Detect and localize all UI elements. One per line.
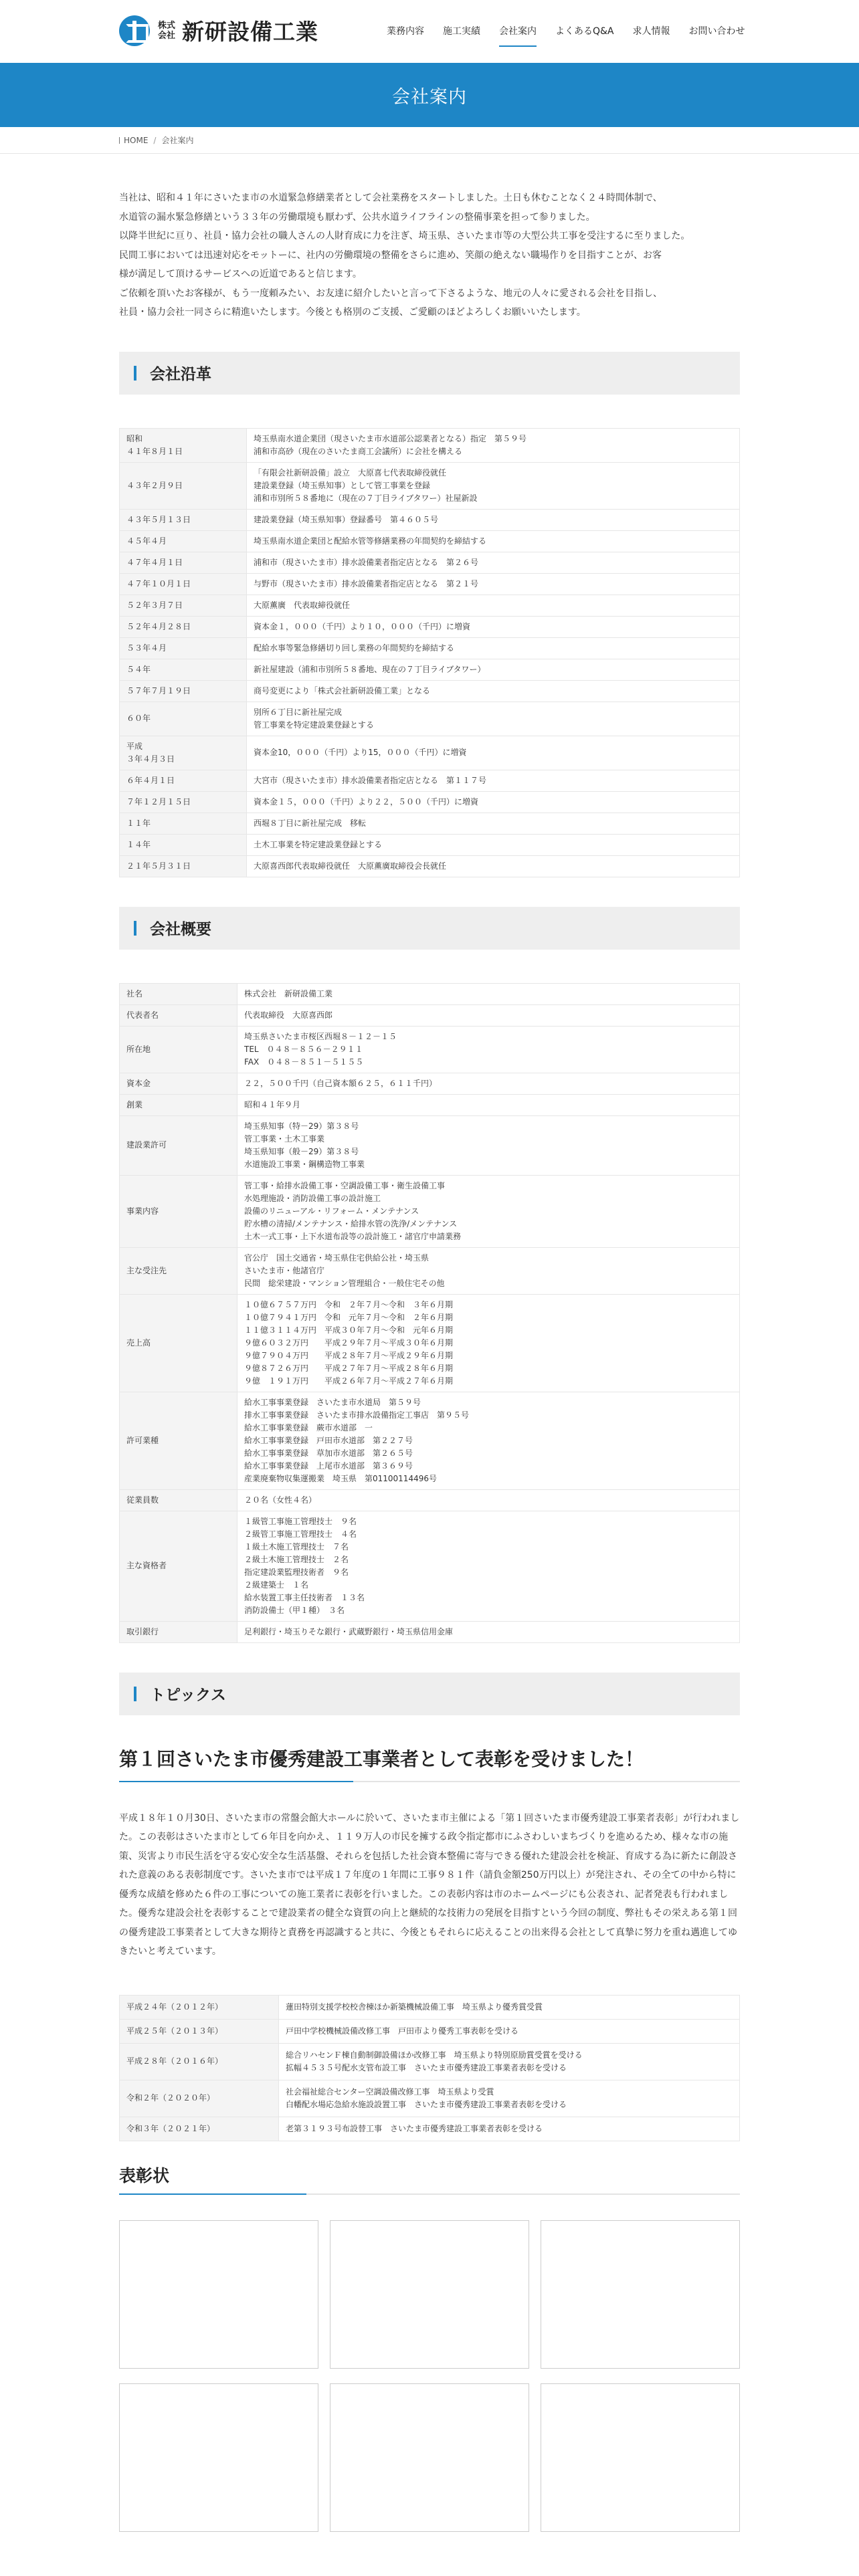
intro-line: 様が満足して頂けるサービスへの近道であると信じます。 [119, 269, 362, 280]
intro-text [119, 189, 740, 322]
award-row [120, 2117, 740, 2141]
history-row [120, 552, 740, 573]
profile-row-label: 社名 [120, 983, 237, 1004]
history-row-value: 資本金１５，０００（千円）より２２，５００（千円）に増資 [247, 791, 740, 813]
profile-row-value: 株式会社 新研設備工業 [237, 983, 740, 1004]
heading-accent [134, 1687, 136, 1701]
history-row-label: 平成 ３年４月３日 [120, 736, 247, 770]
profile-row [120, 1026, 740, 1073]
history-row-label: 昭和 ４１年８月１日 [120, 428, 247, 462]
history-row-value: 与野市（現さいたま市）排水設備業者指定店となる 第２１号 [247, 573, 740, 595]
award-row-value: 戸田中学校機械設備改修工事 戸田市より優秀工事表彰を受ける [279, 2019, 740, 2043]
intro-line: 民間工事においては迅速対応をモットーに、社内の労働環境の整備をさらに進め、笑顔の絶えない職場作りを目指すことが、お客 [119, 249, 662, 261]
nav-services[interactable]: 業務内容 [387, 26, 424, 37]
history-row [120, 428, 740, 462]
history-row-label: ５２年３月７日 [120, 595, 247, 616]
history-row-value: 浦和市（現さいたま市）排水設備業者指定店となる 第２６号 [247, 552, 740, 573]
history-row [120, 637, 740, 659]
profile-row-value: ２０名（女性４名） [237, 1489, 740, 1511]
history-row-label: ２１年５月３１日 [120, 855, 247, 877]
award-row [120, 2043, 740, 2080]
history-row [120, 616, 740, 637]
profile-heading: 会社概要 [150, 921, 211, 938]
history-row [120, 770, 740, 791]
history-row-value: 埼玉県南水道企業団と配給水管等修繕業務の年間契約を締結する [247, 530, 740, 552]
profile-row-value: 昭和４１年９月 [237, 1094, 740, 1115]
breadcrumb-current: 会社案内 [161, 136, 194, 145]
profile-row-value: 足利銀行・埼玉りそな銀行・武蔵野銀行・埼玉県信用金庫 [237, 1621, 740, 1642]
profile-row-value: 管工事・給排水設備工事・空調設備工事・衛生設備工事 水処理施設・消防設備工事の設計施工 設備のリニューアル・リフォーム・メンテナンス 貯水槽の清掃/メンテナンス・給排水管の洗浄/メンテナンス 土木一式工事・上下水道布設等の設計施工・諸官庁申請業務 [237, 1175, 740, 1247]
profile-row [120, 1073, 740, 1094]
profile-row [120, 1094, 740, 1115]
profile-row-label: 従業員数 [120, 1489, 237, 1511]
award-row-label: 令和３年（２０２１年） [120, 2117, 279, 2141]
logo-mark-icon [119, 15, 150, 46]
history-row-value: 土木工事業を特定建設業登録とする [247, 834, 740, 855]
certificate-image[interactable] [119, 2383, 318, 2532]
history-heading-bar [119, 352, 740, 395]
award-row [120, 2019, 740, 2043]
profile-row-label: 資本金 [120, 1073, 237, 1094]
profile-row [120, 1115, 740, 1175]
logo-company-type: 株式 会社 [158, 20, 176, 41]
history-heading: 会社沿革 [150, 366, 211, 383]
nav-recruit[interactable]: 求人情報 [632, 26, 670, 37]
profile-table [119, 983, 740, 1643]
profile-row-value: ２２，５００千円（自己資本額６２５，６１１千円） [237, 1073, 740, 1094]
nav-works[interactable]: 施工実績 [443, 26, 480, 37]
certificate-image[interactable] [541, 2220, 740, 2369]
history-row [120, 659, 740, 680]
certificate-image[interactable] [330, 2383, 529, 2532]
award-row-value: 老第３１９３号布設替工事 さいたま市優秀建設工事業者表彰を受ける [279, 2117, 740, 2141]
profile-row [120, 1175, 740, 1247]
award-row-label: 令和２年（２０２０年） [120, 2080, 279, 2117]
topics-heading-bar [119, 1673, 740, 1715]
global-nav [387, 24, 764, 47]
history-row-label: １４年 [120, 834, 247, 855]
profile-row [120, 1392, 740, 1489]
logo-company-name: 新研設備工業 [182, 19, 319, 45]
history-row [120, 791, 740, 813]
profile-row-label: 主な資格者 [120, 1511, 237, 1621]
nav-contact[interactable]: お問い合わせ [688, 26, 745, 37]
history-table [119, 428, 740, 877]
history-row [120, 736, 740, 770]
profile-row [120, 1294, 740, 1392]
profile-row [120, 1247, 740, 1294]
award-row-value: 蓮田特別支援学校校舎棟ほか新築機械設備工事 埼玉県より優秀賞受賞 [279, 1995, 740, 2019]
heading-accent [134, 921, 136, 936]
profile-row-value: 埼玉県さいたま市桜区西堀８－１２－１５ TEL ０４８－８５６－２９１１ FAX ０４８－８５１－５１５５ [237, 1026, 740, 1073]
award-row-value: 総合リハセンＦ棟自動制御設備ほか改修工事 埼玉県より特別原励賞受賞を受ける 拡幅４５３５号配水支管布設工事 さいたま市優秀建設工事業者表彰を受ける [279, 2043, 740, 2080]
history-row [120, 834, 740, 855]
profile-row-label: 主な受注先 [120, 1247, 237, 1294]
award-row-label: 平成２４年（２０１２年） [120, 1995, 279, 2019]
history-row-label: ５２年４月２８日 [120, 616, 247, 637]
intro-line: ご依頼を頂いたお客様が、もう一度頼みたい、お友達に紹介したいと言って下さるような、地元の人々に愛される会社を目指し、 [119, 288, 662, 299]
profile-row-label: 代表者名 [120, 1004, 237, 1026]
profile-row-label: 取引銀行 [120, 1621, 237, 1642]
intro-line: 社員・協力会社一同さらに精進いたします。今後とも格別のご支援、ご愛顧のほどよろしくお願いいたします。 [119, 307, 586, 318]
site-header [0, 0, 859, 63]
history-row-value: 商号変更により「株式会社新研設備工業」となる [247, 680, 740, 702]
history-row-value: 「有限会社新研設備」設立 大原喜七代表取締役就任 建設業登録（埼玉県知事）として管工事業を登録 浦和市別所５８番地に（現在の７丁目ライブタワー）社屋新設 [247, 462, 740, 509]
profile-row-value: １０億６７５７万円 令和 ２年７月〜令和 ３年６月期 １０億７９４１万円 令和 元年７月〜令和 ２年６月期 １１億３１１４万円 平成３０年７月〜令和 元年６月期 ９億６０３２万円 平成２９年７月〜平成３０年６月期 ９億７９０４万円 平成２８年７月〜平成２９年６月期 ９億８７２６万円 平成２７年７月〜平成２８年６月期 ９億 １９１万円 平成２６年７月〜平成２７年６月期 [237, 1294, 740, 1392]
nav-company[interactable]: 会社案内 [499, 24, 537, 47]
award-row [120, 2080, 740, 2117]
history-row-value: 建設業登録（埼玉県知事）登録番号 第４６０５号 [247, 509, 740, 530]
history-row-value: 大宮市（現さいたま市）排水設備業者指定店となる 第１１７号 [247, 770, 740, 791]
profile-row [120, 983, 740, 1004]
heading-accent [134, 366, 136, 381]
profile-row-value: １級管工事施工管理技士 ９名 ２級管工事施工管理技士 ４名 １級土木施工管理技士 ７名 ２級土木施工管理技士 ２名 指定建設業監理技術者 ９名 ２級建築士 １名 給水装置工事主任技術者 １３名 消防設備士（甲１種） ３名 [237, 1511, 740, 1621]
profile-row-value: 官公庁 国土交通省・埼玉県住宅供給公社・埼玉県 さいたま市・他諸官庁 民間 総栄建設・マンション管理組合・一般住宅その他 [237, 1247, 740, 1294]
profile-row [120, 1621, 740, 1642]
topics-heading: トピックス [150, 1687, 226, 1704]
intro-line: 当社は、昭和４１年にさいたま市の水道緊急修繕業者として会社業務をスタートしました。土日も休むことなく２４時間体制で、 [119, 193, 662, 203]
award-row-label: 平成２８年（２０１６年） [120, 2043, 279, 2080]
certificate-image[interactable] [541, 2383, 740, 2532]
history-row-label: １１年 [120, 813, 247, 834]
page-title: 会社案内 [392, 86, 467, 108]
history-row-label: ７年１２月１５日 [120, 791, 247, 813]
history-row [120, 595, 740, 616]
profile-row-value: 給水工事事業登録 さいたま市水道局 第５９号 排水工事事業登録 さいたま市排水設備指定工事店 第９５号 給水工事事業登録 蕨市水道部 一 給水工事事業登録 戸田市水道部 第２２７号 給水工事事業登録 草加市水道部 第２６５号 給水工事事業登録 上尾市水道部 第３６９号 産業廃棄物収集運搬業 埼玉県 第01100114496号 [237, 1392, 740, 1489]
history-row-label: ６０年 [120, 702, 247, 736]
history-row-value: 大原薫廣 代表取締役就任 [247, 595, 740, 616]
history-row [120, 509, 740, 530]
history-row-label: ４７年４月１日 [120, 552, 247, 573]
site-logo[interactable] [119, 15, 318, 46]
certificates-heading: 表彰状 [119, 2163, 740, 2195]
intro-line: 水道管の漏水緊急修繕という３３年の労働環境も厭わず、公共水道ライフラインの整備事業を担って参りました。 [119, 211, 595, 223]
breadcrumb-home[interactable]: HOME [124, 135, 149, 145]
history-row-value: 資本金10，０００（千円）より15，０００（千円）に増資 [247, 736, 740, 770]
breadcrumb-separator: / [153, 135, 157, 145]
history-row-value: 配給水事等緊急修繕切り回し業務の年間契約を締結する [247, 637, 740, 659]
history-row [120, 680, 740, 702]
award-row-label: 平成２５年（２０１３年） [120, 2019, 279, 2043]
history-row-value: 西堀８丁目に新社屋完成 移転 [247, 813, 740, 834]
profile-row-label: 許可業種 [120, 1392, 237, 1489]
history-row-label: ６年４月１日 [120, 770, 247, 791]
profile-row-label: 売上高 [120, 1294, 237, 1392]
history-row-value: 資本金１，０００（千円）より１０，０００（千円）に増資 [247, 616, 740, 637]
history-row-value: 埼玉県南水道企業団（現さいたま市水道部公認業者となる）指定 第５９号 浦和市高砂（現在のさいたま商工会議所）に会社を構える [247, 428, 740, 462]
certificate-image[interactable] [330, 2220, 529, 2369]
history-row-label: ５７年７月１９日 [120, 680, 247, 702]
history-row-label: ４３年２月９日 [120, 462, 247, 509]
profile-row-value: 代表取締役 大原喜西郎 [237, 1004, 740, 1026]
profile-row-label: 創業 [120, 1094, 237, 1115]
home-icon [119, 137, 122, 144]
history-row [120, 573, 740, 595]
history-row-value: 新社屋建設（浦和市別所５８番地、現在の７丁目ライブタワー） [247, 659, 740, 680]
nav-faq[interactable]: よくあるQ&A [555, 26, 614, 37]
awards-table [119, 1995, 740, 2141]
profile-row-label: 事業内容 [120, 1175, 237, 1247]
award-row [120, 1995, 740, 2019]
page-title-band [0, 63, 859, 127]
certificate-image[interactable] [119, 2220, 318, 2369]
profile-row-value: 埼玉県知事（特－29）第３８号 管工事業・土木工事業 埼玉県知事（般－29）第３８号 水道施設工事業・鋼構造物工事業 [237, 1115, 740, 1175]
history-row-label: ５３年４月 [120, 637, 247, 659]
profile-row-label: 所在地 [120, 1026, 237, 1073]
profile-heading-bar [119, 907, 740, 950]
history-row [120, 702, 740, 736]
history-row [120, 530, 740, 552]
intro-line: 以降半世紀に亘り、社員・協力会社の職人さんの人財育成に力を注ぎ、埼玉県、さいたま市等の大型公共工事を受注するに至りました。 [119, 231, 690, 241]
history-row-label: ４７年１０月１日 [120, 573, 247, 595]
breadcrumb [0, 127, 859, 154]
profile-row [120, 1004, 740, 1026]
history-row-label: ４３年５月１３日 [120, 509, 247, 530]
profile-row [120, 1489, 740, 1511]
certificates-gallery [119, 2220, 740, 2532]
history-row-value: 大原喜西郎代表取締役就任 大原薫廣取締役会長就任 [247, 855, 740, 877]
profile-row [120, 1511, 740, 1621]
history-row [120, 462, 740, 509]
topic-body: 平成１８年１０月30日、さいたま市の常盤会館大ホールに於いて、さいたま市主催による「第１回さいたま市優秀建設工事業者表彰」が行われました。この表彰はさいたま市として６年目を向かえ、１１９万人の市民を擁する政令指定都市にふさわしいまちづくりを進めるため、様々な市の施策、災害より市民生活を守る安心安全な生活基盤、それらを包括した社会資本整備に寄与できる優れた建設会社を検証、育成する為に新たに創設された意義のある表彰制度です。さいたま市では平成１７年度の１年間に工事９８１件（請負金額250万円以上）が発注され、その全ての中から特に優秀な成績を修めた６件の工事についての施工業者に表彰を行いました。この表彰内容は市のホームページにも公表され、記者発表も行われました。優秀な建設会社を表彰することで建設業者の健全な資質の向上と継続的な技術力の発展を目指すという今回の制度、弊社もその栄えある第１回の優秀建設工事業者として大きな期待と責務を再認識すると共に、今後ともそれらに応えることの出来得る会社として真摯に努力を重ね邁進してゆきたいと考えています。 [119, 1812, 740, 1957]
profile-row-label: 建設業許可 [120, 1115, 237, 1175]
topic-title: 第１回さいたま市優秀建設工事業者として表彰を受けました！ [119, 1745, 740, 1782]
history-row [120, 813, 740, 834]
history-row-label: ４５年４月 [120, 530, 247, 552]
history-row [120, 855, 740, 877]
main-content [119, 189, 740, 2532]
award-row-value: 社会福祉総合センター空調設備改修工事 埼玉県より受賞 白幡配水場応急給水施設設置工事 さいたま市優秀建設工事業者表彰を受ける [279, 2080, 740, 2117]
history-row-value: 別所６丁目に新社屋完成 管工事業を特定建設業登録とする [247, 702, 740, 736]
history-row-label: ５４年 [120, 659, 247, 680]
